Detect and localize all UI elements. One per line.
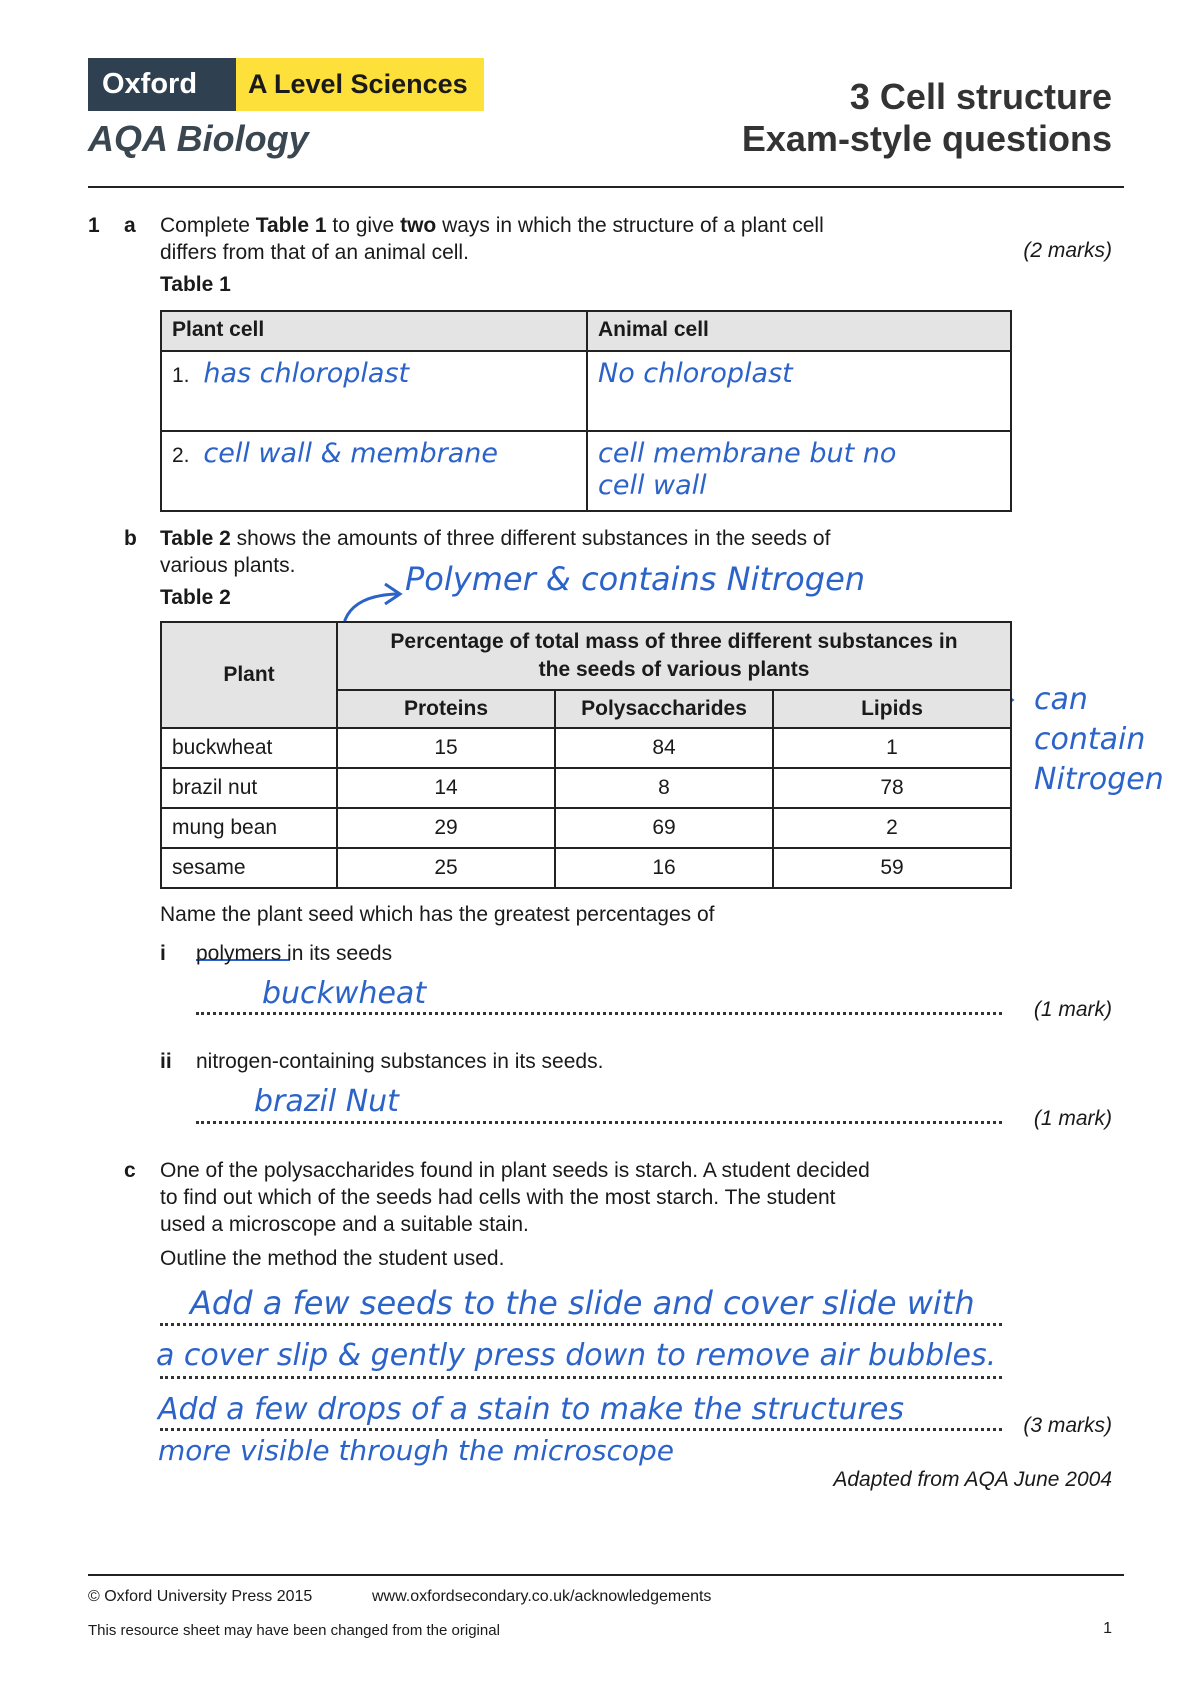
part-b-ii-label: ii	[160, 1050, 172, 1073]
table2-group-header	[337, 622, 1011, 690]
answer-line	[160, 1376, 1002, 1379]
part-b-ii-marks: (1 mark)	[1033, 1107, 1112, 1130]
page-number: 1	[1103, 1620, 1112, 1637]
part-c-text	[160, 1157, 980, 1238]
handwritten-answer: Add a few drops of a stain to make the structures	[158, 1392, 904, 1427]
handwritten-answer: has chloroplast	[203, 358, 410, 389]
table1-header-animal: Animal cell	[587, 311, 1011, 351]
annotation-side	[1034, 680, 1164, 800]
text-span: Complete	[160, 214, 256, 237]
table-row	[161, 808, 1011, 848]
source-credit: Adapted from AQA June 2004	[833, 1468, 1112, 1491]
plant-name: mung bean	[161, 808, 337, 848]
table2-header-proteins: Proteins	[337, 690, 555, 728]
table-row	[161, 728, 1011, 768]
text-span: polymers	[196, 942, 282, 965]
table1-label: Table 1	[160, 273, 231, 296]
value-proteins: 15	[337, 728, 555, 768]
row-number: 1.	[172, 364, 190, 387]
part-a-text-line2: differs from that of an animal cell.	[160, 241, 469, 264]
handwritten-answer: brazil Nut	[254, 1084, 399, 1119]
part-a-letter: a	[124, 214, 136, 237]
logo-series: A Level Sciences	[236, 58, 484, 111]
footer-url[interactable]: www.oxfordsecondary.co.uk/acknowledgements	[372, 1588, 712, 1605]
text-span: in its seeds	[281, 942, 393, 965]
value-polysaccharides: 69	[555, 808, 773, 848]
part-a-marks: (2 marks)	[1023, 239, 1112, 262]
handwritten-answer: cell membrane but no cell wall	[598, 438, 897, 501]
value-lipids: 1	[773, 728, 1011, 768]
table1-header-plant: Plant cell	[161, 311, 587, 351]
value-lipids: 2	[773, 808, 1011, 848]
value-proteins: 29	[337, 808, 555, 848]
logo-oxford: Oxford	[88, 58, 236, 111]
text-line: to find out which of the seeds had cells with the most starch. The student	[160, 1186, 836, 1209]
group-header-line: Percentage of total mass of three different substances in	[390, 630, 958, 653]
handwritten-answer: more visible through the microscope	[158, 1434, 675, 1467]
handwritten-answer: cell wall & membrane	[203, 438, 498, 469]
part-b-text-line2: various plants.	[160, 554, 296, 577]
footer-rule	[88, 1574, 1124, 1576]
table-row	[161, 848, 1011, 888]
row-number: 2.	[172, 444, 190, 467]
subject-title: AQA Biology	[88, 118, 309, 159]
answer-line	[160, 1323, 1002, 1326]
answer-line	[160, 1428, 1002, 1431]
chapter-subtitle: Exam-style questions	[741, 118, 1112, 159]
value-proteins: 25	[337, 848, 555, 888]
table2-header-plant: Plant	[161, 622, 337, 728]
plant-name: brazil nut	[161, 768, 337, 808]
part-c-instruction: Outline the method the student used.	[160, 1247, 505, 1270]
table2-header-lipids: Lipids	[773, 690, 1011, 728]
value-polysaccharides: 8	[555, 768, 773, 808]
annotation-line: can	[1034, 682, 1088, 717]
handwritten-answer: No chloroplast	[598, 358, 793, 389]
annotation-line: contain	[1034, 722, 1146, 757]
chapter-title: 3 Cell structure	[849, 76, 1112, 117]
value-lipids: 59	[773, 848, 1011, 888]
table2-header-row	[161, 622, 1011, 690]
group-header-line: the seeds of various plants	[538, 658, 810, 681]
answer-line	[196, 1121, 1002, 1124]
text-span: shows the amounts of three different substances in the seeds of	[230, 527, 831, 550]
table2-header-polysaccharides: Polysaccharides	[555, 690, 773, 728]
plant-name: buckwheat	[161, 728, 337, 768]
part-c-letter: c	[124, 1159, 136, 1182]
footer-copyright: © Oxford University Press 2015	[88, 1588, 313, 1605]
text-line: used a microscope and a suitable stain.	[160, 1213, 529, 1236]
part-b-prompt: Name the plant seed which has the greatest percentages of	[160, 903, 715, 926]
table2-label: Table 2	[160, 586, 231, 609]
part-c-marks: (3 marks)	[1023, 1414, 1112, 1437]
text-span: to give	[326, 214, 401, 237]
text-bold: Table 2	[160, 527, 231, 550]
table-row	[161, 768, 1011, 808]
annotation-polymer: Polymer & contains Nitrogen	[405, 560, 866, 598]
part-b-i-label: i	[160, 942, 166, 965]
part-b-i-text	[196, 940, 392, 967]
plant-name: sesame	[161, 848, 337, 888]
value-polysaccharides: 84	[555, 728, 773, 768]
part-b-letter: b	[124, 527, 137, 550]
answer-line	[196, 1012, 1002, 1015]
text-span: ways in which the structure of a plant cell	[436, 214, 824, 237]
value-proteins: 14	[337, 768, 555, 808]
value-polysaccharides: 16	[555, 848, 773, 888]
text-bold: Table 1	[255, 214, 327, 237]
table2	[160, 621, 1012, 889]
handwritten-answer: Add a few seeds to the slide and cover slide with	[190, 1284, 975, 1322]
text-bold: two	[400, 214, 437, 237]
handwritten-answer: buckwheat	[262, 976, 427, 1011]
part-b-i-marks: (1 mark)	[1033, 998, 1112, 1021]
part-b-ii-text: nitrogen-containing substances in its seeds.	[196, 1050, 604, 1073]
footer-note: This resource sheet may have been changed from the original	[88, 1622, 500, 1639]
handwritten-answer: a cover slip & gently press down to remove air bubbles.	[156, 1338, 997, 1373]
annotation-line: Nitrogen	[1034, 762, 1164, 797]
text-line: One of the polysaccharides found in plant seeds is starch. A student decided	[160, 1159, 870, 1182]
question-number: 1	[88, 214, 100, 237]
value-lipids: 78	[773, 768, 1011, 808]
